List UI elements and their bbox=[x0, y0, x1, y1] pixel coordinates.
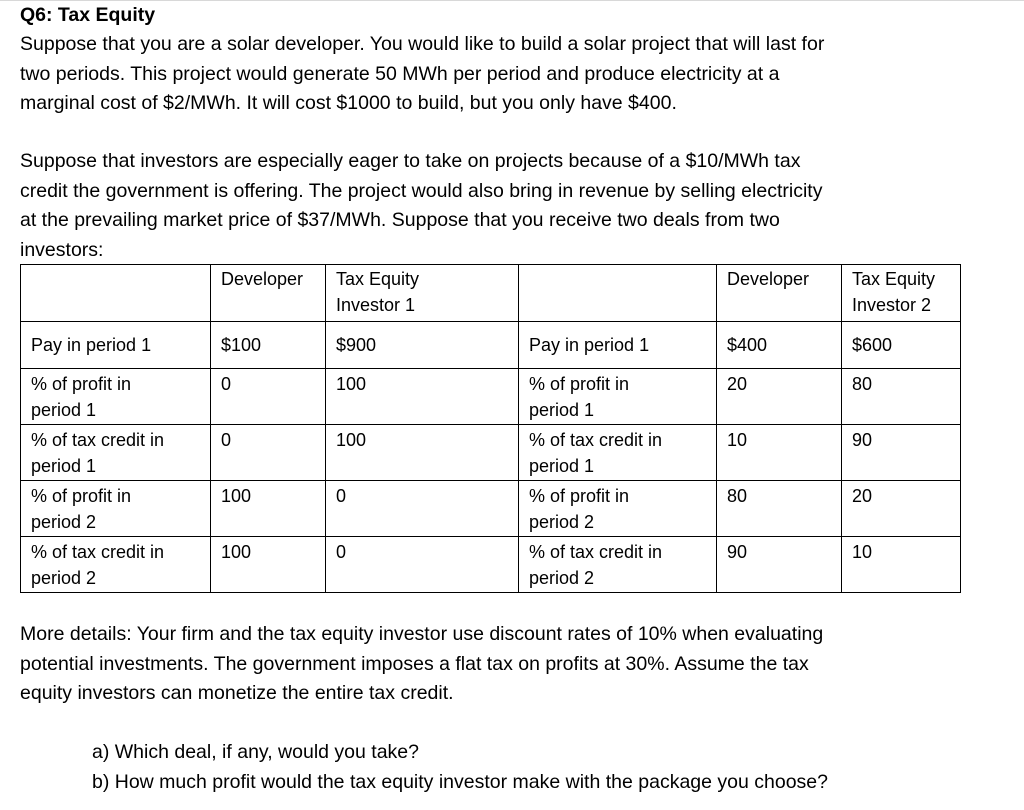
table-cell bbox=[519, 265, 717, 322]
details-paragraph bbox=[20, 620, 823, 709]
label-line: % of tax credit in bbox=[31, 430, 165, 450]
row-label: Pay in period 1 bbox=[519, 322, 717, 369]
text-line: equity investors can monetize the entire tax credit. bbox=[20, 682, 454, 704]
label-line: % of tax credit in bbox=[529, 430, 663, 450]
table-cell bbox=[21, 265, 211, 322]
header-developer-1: Developer bbox=[211, 265, 326, 322]
header-line: Tax Equity bbox=[852, 269, 936, 289]
label-line: % of profit in bbox=[529, 374, 630, 394]
investor-1-value: $900 bbox=[326, 322, 519, 369]
text-line: credit the government is offering. The project would also bring in revenue by selling electricity bbox=[20, 179, 823, 202]
question-title: Q6: Tax Equity bbox=[20, 4, 156, 26]
label-line: period 2 bbox=[31, 512, 97, 532]
top-rule bbox=[0, 0, 1024, 1]
developer-1-value: $100 bbox=[211, 322, 326, 369]
label-line: % of profit in bbox=[31, 486, 132, 506]
intro-paragraph bbox=[20, 30, 824, 119]
text-line: Suppose that you are a solar developer. You would like to build a solar project that will last for bbox=[20, 33, 825, 55]
developer-1-value: 0 bbox=[211, 425, 326, 481]
developer-2-value: 90 bbox=[717, 537, 842, 593]
text-line: Suppose that investors are especially eager to take on projects because of a $10/MWh tax bbox=[20, 150, 801, 172]
header-line: Investor 2 bbox=[852, 295, 932, 315]
header-line: Tax Equity bbox=[336, 269, 420, 289]
text-line: two periods. This project would generate 50 MWh per period and produce electricity at a bbox=[20, 62, 780, 85]
table-header-row bbox=[21, 265, 961, 322]
header-investor-1 bbox=[326, 265, 519, 322]
label-line: period 1 bbox=[31, 400, 97, 420]
table-row bbox=[21, 481, 961, 537]
text-line: marginal cost of $2/MWh. It will cost $1000 to build, but you only have $400. bbox=[20, 92, 677, 114]
label-line: % of tax credit in bbox=[529, 542, 663, 562]
table-row bbox=[21, 322, 961, 369]
row-label bbox=[519, 537, 717, 593]
question-a: a) Which deal, if any, would you take? bbox=[92, 741, 419, 763]
questions-list bbox=[92, 738, 828, 797]
label-line: period 2 bbox=[529, 568, 595, 588]
investor-2-value: 20 bbox=[842, 481, 961, 537]
developer-1-value: 100 bbox=[211, 537, 326, 593]
label-line: period 2 bbox=[529, 512, 595, 532]
table-row bbox=[21, 425, 961, 481]
row-label bbox=[21, 369, 211, 425]
developer-2-value: 20 bbox=[717, 369, 842, 425]
label-line: period 2 bbox=[31, 568, 97, 588]
table-row bbox=[21, 537, 961, 593]
text-line: at the prevailing market price of $37/MWh. Suppose that you receive two deals from two bbox=[20, 209, 780, 231]
deals-table bbox=[20, 264, 961, 593]
investor-2-value: 90 bbox=[842, 425, 961, 481]
row-label bbox=[21, 481, 211, 537]
investor-2-value: 10 bbox=[842, 537, 961, 593]
row-label bbox=[519, 425, 717, 481]
label-line: % of tax credit in bbox=[31, 542, 165, 562]
investor-1-value: 0 bbox=[326, 481, 519, 537]
header-line: Investor 1 bbox=[336, 295, 416, 315]
row-label bbox=[21, 537, 211, 593]
row-label: Pay in period 1 bbox=[21, 322, 211, 369]
investor-2-value: 80 bbox=[842, 369, 961, 425]
developer-2-value: $400 bbox=[717, 322, 842, 369]
investor-1-value: 100 bbox=[326, 369, 519, 425]
label-line: % of profit in bbox=[31, 374, 132, 394]
header-investor-2 bbox=[842, 265, 961, 322]
investor-paragraph bbox=[20, 147, 822, 265]
text-line: potential investments. The government imposes a flat tax on profits at 30%. Assume the tax bbox=[20, 652, 809, 675]
row-label bbox=[519, 369, 717, 425]
label-line: % of profit in bbox=[529, 486, 630, 506]
developer-1-value: 0 bbox=[211, 369, 326, 425]
investor-2-value: $600 bbox=[842, 322, 961, 369]
investor-1-value: 0 bbox=[326, 537, 519, 593]
table-row bbox=[21, 369, 961, 425]
developer-2-value: 80 bbox=[717, 481, 842, 537]
row-label bbox=[519, 481, 717, 537]
developer-1-value: 100 bbox=[211, 481, 326, 537]
label-line: period 1 bbox=[529, 456, 595, 476]
text-line: More details: Your firm and the tax equity investor use discount rates of 10% when evaluating bbox=[20, 623, 824, 645]
label-line: period 1 bbox=[529, 400, 595, 420]
header-developer-2: Developer bbox=[717, 265, 842, 322]
developer-2-value: 10 bbox=[717, 425, 842, 481]
row-label bbox=[21, 425, 211, 481]
text-line: investors: bbox=[20, 238, 104, 261]
question-b: b) How much profit would the tax equity investor make with the package you choose? bbox=[92, 770, 828, 793]
investor-1-value: 100 bbox=[326, 425, 519, 481]
label-line: period 1 bbox=[31, 456, 97, 476]
